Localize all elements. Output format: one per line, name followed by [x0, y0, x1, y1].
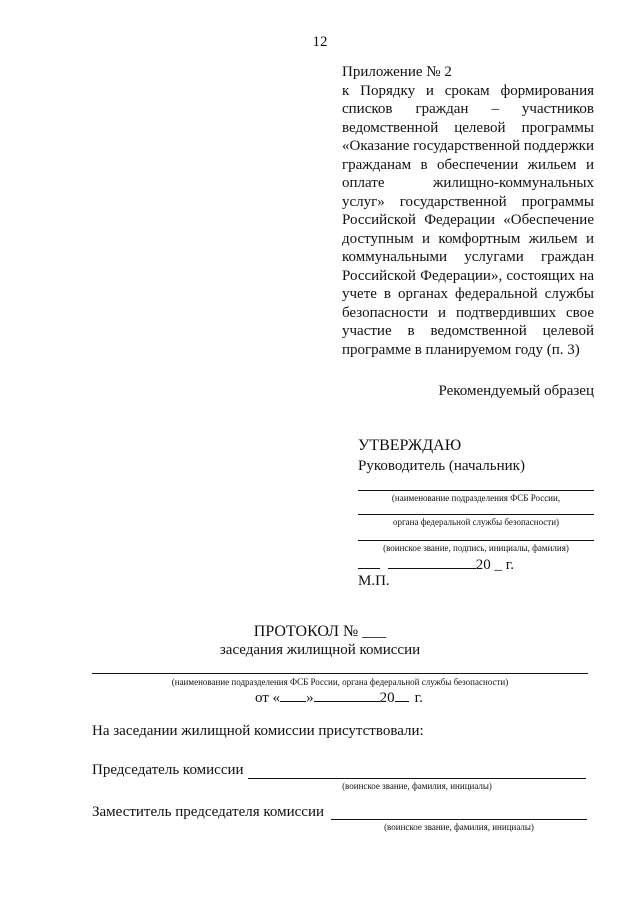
deputy-caption: (воинское звание, фамилия, инициалы)	[384, 822, 534, 832]
attendance-heading: На заседании жилищной комиссии присутствовали:	[92, 723, 424, 739]
protocol-date-suffix: г.	[414, 690, 423, 706]
approval-date	[358, 557, 594, 574]
deputy-line	[331, 819, 587, 820]
approval-organ-line	[358, 514, 594, 515]
approval-date-day-line	[358, 568, 380, 569]
approval-signature-caption: (воинское звание, подпись, инициалы, фамилия)	[383, 543, 569, 553]
protocol-unit-line	[92, 673, 588, 674]
protocol-date-day-line	[280, 701, 306, 702]
appendix-block	[342, 63, 594, 359]
approval-organ-caption: органа федеральной службы безопасности)	[392, 517, 560, 527]
protocol-date-year: 20	[379, 690, 395, 706]
protocol-date-month-line	[314, 701, 380, 702]
chairman-caption: (воинское звание, фамилия, инициалы)	[342, 781, 492, 791]
protocol-date-year-line	[395, 701, 409, 702]
appendix-title: Приложение № 2	[342, 64, 452, 80]
recommended-sample-label: Рекомендуемый образец	[438, 383, 594, 399]
protocol-subtitle: заседания жилищной комиссии	[219, 642, 421, 658]
chairman-label: Председатель комиссии	[92, 762, 244, 778]
protocol-title: ПРОТОКОЛ № ___	[253, 623, 387, 640]
approval-unit-line	[358, 490, 594, 491]
appendix-text: к Порядку и срокам формирования списков граждан – участников ведомственной целевой программы «Оказание государственной поддержки гражданам в обеспечении жильем и оплате жилищно-коммунальных услуг» государственной программы Российской Федерации «Обеспечение доступным и комфортным жильем и коммунальными услугами граждан Российской Федерации», состоящих на учете в органах федеральной службы безопасности и подтвердивших свое участие в ведомственной целевой программе в планируемом году (п. 3)	[342, 82, 594, 358]
protocol-unit-caption: (наименование подразделения ФСБ России, органа федеральной службы безопасности)	[171, 677, 509, 687]
approval-head: Руководитель (начальник)	[358, 458, 525, 474]
approval-unit-caption: (наименование подразделения ФСБ России,	[391, 493, 561, 503]
approval-block	[358, 436, 594, 590]
approval-signature-line	[358, 540, 594, 541]
page-number: 12	[312, 34, 328, 50]
approval-date-month-line	[388, 568, 476, 569]
approval-title: УТВЕРЖДАЮ	[358, 437, 462, 454]
approval-stamp: М.П.	[358, 573, 390, 589]
deputy-label: Заместитель председателя комиссии	[92, 804, 325, 820]
protocol-date-close: »	[306, 690, 314, 706]
protocol-date-from: от «	[255, 690, 281, 706]
approval-date-year: 20 _ г.	[475, 557, 514, 573]
protocol-date	[255, 690, 423, 707]
chairman-line	[248, 778, 586, 779]
